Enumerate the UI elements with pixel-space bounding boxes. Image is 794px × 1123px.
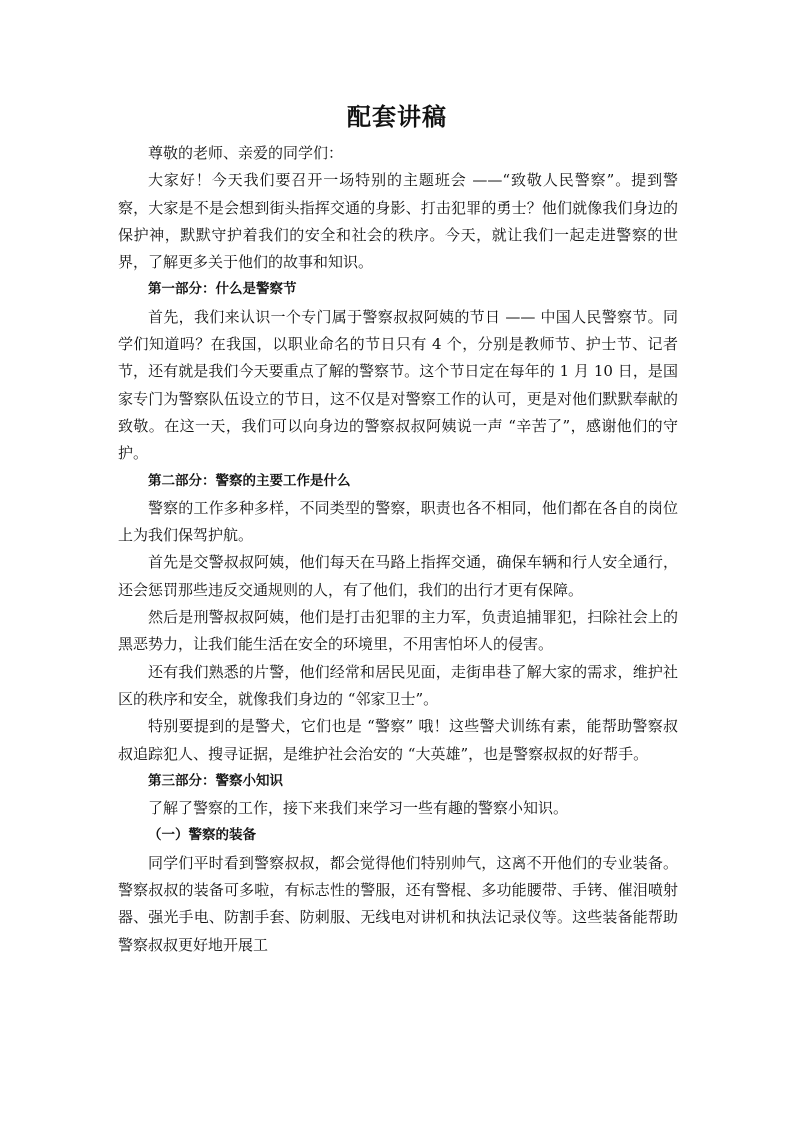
part2-paragraph-traffic-police: 首先是交警叔叔阿姨，他们每天在马路上指挥交通，确保车辆和行人安全通行，还会惩罚那些违反交通规则的人，有了他们，我们的出行才更有保障。 <box>118 553 678 599</box>
intro-paragraph: 大家好！今天我们要召开一场特别的主题班会 ——“致敬人民警察”。提到警察，大家是不是会想到街头指挥交通的身影、打击犯罪的勇士？他们就像我们身边的保护神，默默守护着我们的安全和社会的秩序。今天，就让我们一起走进警察的世界，了解更多关于他们的故事和知识。 <box>118 171 678 272</box>
subsection1-paragraph: 同学们平时看到警察叔叔，都会觉得他们特别帅气，这离不开他们的专业装备。警察叔叔的装备可多啦，有标志性的警服，还有警棍、多功能腰带、手铐、催泪喷射器、强光手电、防割手套、防刺服、无线电对讲机和执法记录仪等。这些装备能帮助警察叔叔更好地开展工 <box>118 853 678 954</box>
part1-heading: 第一部分：什么是警察节 <box>148 281 297 298</box>
greeting: 尊敬的老师、亲爱的同学们： <box>148 144 344 162</box>
document-title: 配套讲稿 <box>347 102 447 131</box>
part2-paragraph-overview: 警察的工作多种多样，不同类型的警察，职责也各不相同，他们都在各自的岗位上为我们保驾护航。 <box>118 498 678 545</box>
part3-paragraph: 了解了警察的工作，接下来我们来学习一些有趣的警察小知识。 <box>148 799 569 818</box>
part2-paragraph-police-dogs: 特别要提到的是警犬，它们也是 “警察” 哦！这些警犬训练有素，能帮助警察叔叔追踪犯人、搜寻证据，是维护社会治安的 “大英雄”，也是警察叔叔的好帮手。 <box>118 717 678 763</box>
part3-heading: 第三部分：警察小知识 <box>148 772 283 789</box>
part1-paragraph: 首先，我们来认识一个专门属于警察叔叔阿姨的节日 —— 中国人民警察节。同学们知道吗？在我国，以职业命名的节日只有 4 个，分别是教师节、护士节、记者节，还有就是我们今天要重点了解的警察节。这个节日定在每年的 1 月 10 日，是国家专门为警察队伍设立的节日，这不仅是对警察工作的认可，更是对他们默默奉献的致敬。在这一天，我们可以向身边的警察叔叔阿姨说一声 “辛苦了”，感谢他们的守护。 <box>118 307 678 463</box>
subsection1-heading: （一）警察的装备 <box>148 827 256 844</box>
part2-paragraph-community-police: 还有我们熟悉的片警，他们经常和居民见面，走街串巷了解大家的需求，维护社区的秩序和安全，就像我们身边的 “邻家卫士”。 <box>118 662 678 708</box>
part2-paragraph-criminal-police: 然后是刑警叔叔阿姨，他们是打击犯罪的主力军，负责追捕罪犯，扫除社会上的黑恶势力，让我们能生活在安全的环境里，不用害怕坏人的侵害。 <box>118 608 678 654</box>
document-body <box>118 140 678 959</box>
part2-heading: 第二部分：警察的主要工作是什么 <box>148 472 351 489</box>
